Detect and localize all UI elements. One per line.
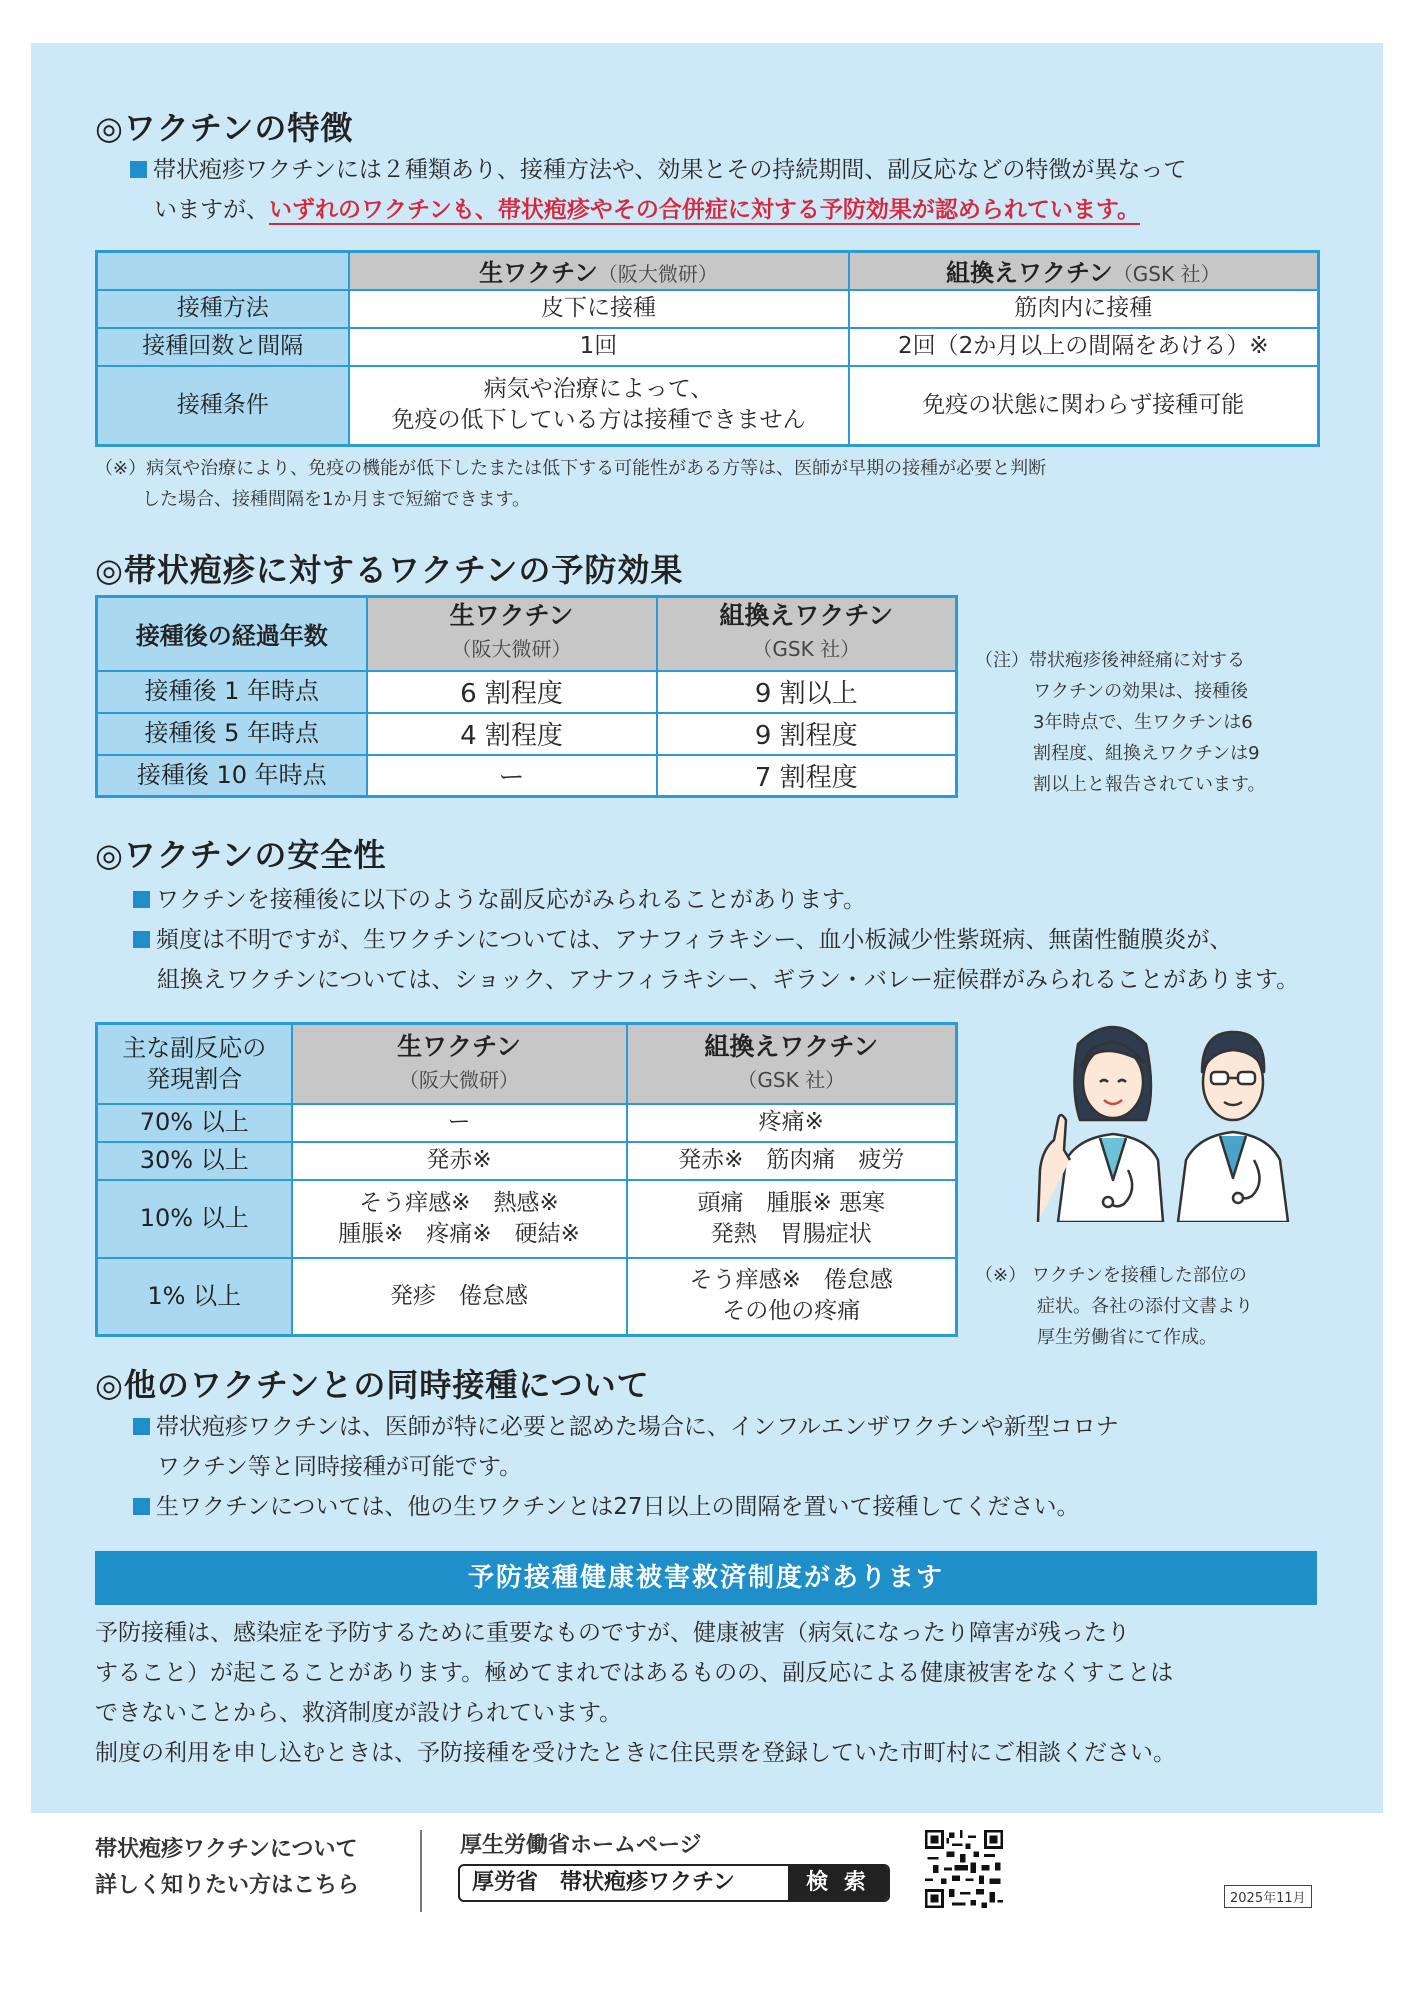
table-cell: ー — [292, 1104, 627, 1142]
table-cell: そう痒感※ 熱感※ 腫脹※ 疼痛※ 硬結※ — [292, 1180, 627, 1258]
table-cell: 6 割程度 — [367, 671, 657, 713]
table-cell: 発赤※ 筋肉痛 疲労 — [627, 1142, 957, 1180]
row-label: 10% 以上 — [97, 1180, 292, 1258]
section-title-safety: ◎ワクチンの安全性 — [95, 836, 387, 874]
table-cell: 7 割程度 — [657, 755, 957, 797]
table-corner: 接種後の経過年数 — [97, 597, 367, 671]
row-label: 70% 以上 — [97, 1104, 292, 1142]
doctors-illustration — [1018, 1010, 1300, 1222]
col-live-vaccine: 生ワクチン （阪大微研） — [367, 597, 657, 671]
table-cell: 4 割程度 — [367, 713, 657, 755]
table-footnote: （※）病気や治療により、免疫の機能が低下したまたは低下する可能性がある方等は、医師が早期の接種が必要と判断 した場合、接種間隔を1か月まで短縮できます。 — [95, 458, 1047, 510]
table-cell: 筋肉内に接種 — [849, 290, 1319, 328]
table-cell: 頭痛 腫脹※ 悪寒 発熱 胃腸症状 — [627, 1180, 957, 1258]
col-recombinant-vaccine: 組換えワクチン （GSK 社） — [627, 1024, 957, 1104]
simultaneous-text: 帯状疱疹ワクチンは、医師が特に必要と認めた場合に、インフルエンザワクチンや新型コロナ ワクチン等と同時接種が可能です。 生ワクチンについては、他の生ワクチンとは27日以上の間隔を置いて接種してください。 — [133, 1407, 1119, 1527]
safety-text: ワクチンを接種後に以下のような副反応がみられることがあります。 頻度は不明ですが、生ワクチンについては、アナフィラキシー、血小板減少性紫斑病、無菌性髄膜炎が、 組換えワクチンについては、ショック、アナフィラキシー、ギラン・バレー症候群がみられることがあります。 — [133, 880, 1299, 1000]
section-title-features: ◎ワクチンの特徴 — [95, 109, 354, 147]
table-cell: 病気や治療によって、 免疫の低下している方は接種できません — [349, 366, 849, 446]
search-button[interactable]: 検 索 — [788, 1866, 888, 1900]
search-query[interactable]: 厚労省 帯状疱疹ワクチン — [472, 1870, 735, 1895]
row-label: 接種後 10 年時点 — [97, 755, 367, 797]
relief-system-banner: 予防接種健康被害救済制度があります — [95, 1551, 1317, 1605]
mhlw-homepage-label: 厚生労働省ホームページ — [460, 1833, 702, 1858]
relief-system-text: 予防接種は、感染症を予防するために重要なものですが、健康被害（病気になったり障害が残ったり すること）が起こることがあります。極めてまれではあるものの、副反応による健康被害をなくすことは できないことから、救済制度が設けられています。 制度の利用を申し込むときは、予防接種を受けたときに住民票を登録していた市町村にご相談ください。 — [95, 1620, 1176, 1766]
square-bullet-icon — [133, 931, 150, 948]
footer-divider — [420, 1830, 422, 1912]
side-effects-table — [95, 1022, 958, 1337]
table-cell: 1回 — [349, 328, 849, 366]
table-corner — [97, 252, 349, 290]
side-effects-note: （※） ワクチンを接種した部位の 症状。各社の添付文書より 厚生労働省にて作成。 — [975, 1265, 1253, 1348]
table-cell: そう痒感※ 倦怠感 その他の疼痛 — [627, 1258, 957, 1336]
table-cell: 疼痛※ — [627, 1104, 957, 1142]
row-label: 接種後 5 年時点 — [97, 713, 367, 755]
features-text: 帯状疱疹ワクチンには２種類あり、接種方法や、効果とその持続期間、副反応などの特徴が異なって いますが、いずれのワクチンも、帯状疱疹やその合併症に対する予防効果が認められています。 — [130, 150, 1186, 230]
row-label: 接種条件 — [97, 366, 349, 446]
row-label: 接種回数と間隔 — [97, 328, 349, 366]
efficacy-note: （注）帯状疱疹後神経痛に対する ワクチンの効果は、接種後 3年時点で、生ワクチンは6 割程度、組換えワクチンは9 割以上と報告されています。 — [975, 650, 1266, 795]
vaccine-features-table — [95, 250, 1320, 447]
table-cell: 免疫の状態に関わらず接種可能 — [849, 366, 1319, 446]
efficacy-table — [95, 595, 958, 798]
qr-code[interactable] — [925, 1830, 1003, 1908]
table-cell: 9 割以上 — [657, 671, 957, 713]
table-cell: 発疹 倦怠感 — [292, 1258, 627, 1336]
col-recombinant-vaccine: 組換えワクチン（GSK 社） — [849, 252, 1319, 290]
row-label: 30% 以上 — [97, 1142, 292, 1180]
row-label: 接種後 1 年時点 — [97, 671, 367, 713]
square-bullet-icon — [133, 1418, 150, 1435]
issue-date: 2025年11月 — [1224, 1885, 1312, 1908]
table-cell: 皮下に接種 — [349, 290, 849, 328]
row-label: 1% 以上 — [97, 1258, 292, 1336]
table-cell: 発赤※ — [292, 1142, 627, 1180]
emphasis-text: いずれのワクチンも、帯状疱疹やその合併症に対する予防効果が認められています。 — [269, 197, 1141, 223]
table-cell: 2回（2か月以上の間隔をあける）※ — [849, 328, 1319, 366]
footer-info-text: 帯状疱疹ワクチンについて 詳しく知りたい方はこちら — [95, 1837, 360, 1898]
section-title-simultaneous: ◎他のワクチンとの同時接種について — [95, 1366, 650, 1404]
square-bullet-icon — [133, 891, 150, 908]
table-cell: 9 割程度 — [657, 713, 957, 755]
row-label: 接種方法 — [97, 290, 349, 328]
table-cell: ー — [367, 755, 657, 797]
section-title-efficacy: ◎帯状疱疹に対するワクチンの予防効果 — [95, 551, 684, 589]
col-live-vaccine: 生ワクチン（阪大微研） — [349, 252, 849, 290]
col-recombinant-vaccine: 組換えワクチン （GSK 社） — [657, 597, 957, 671]
square-bullet-icon — [130, 161, 147, 178]
col-live-vaccine: 生ワクチン （阪大微研） — [292, 1024, 627, 1104]
search-box[interactable] — [458, 1864, 890, 1902]
table-corner: 主な副反応の 発現割合 — [97, 1024, 292, 1104]
square-bullet-icon — [133, 1498, 150, 1515]
